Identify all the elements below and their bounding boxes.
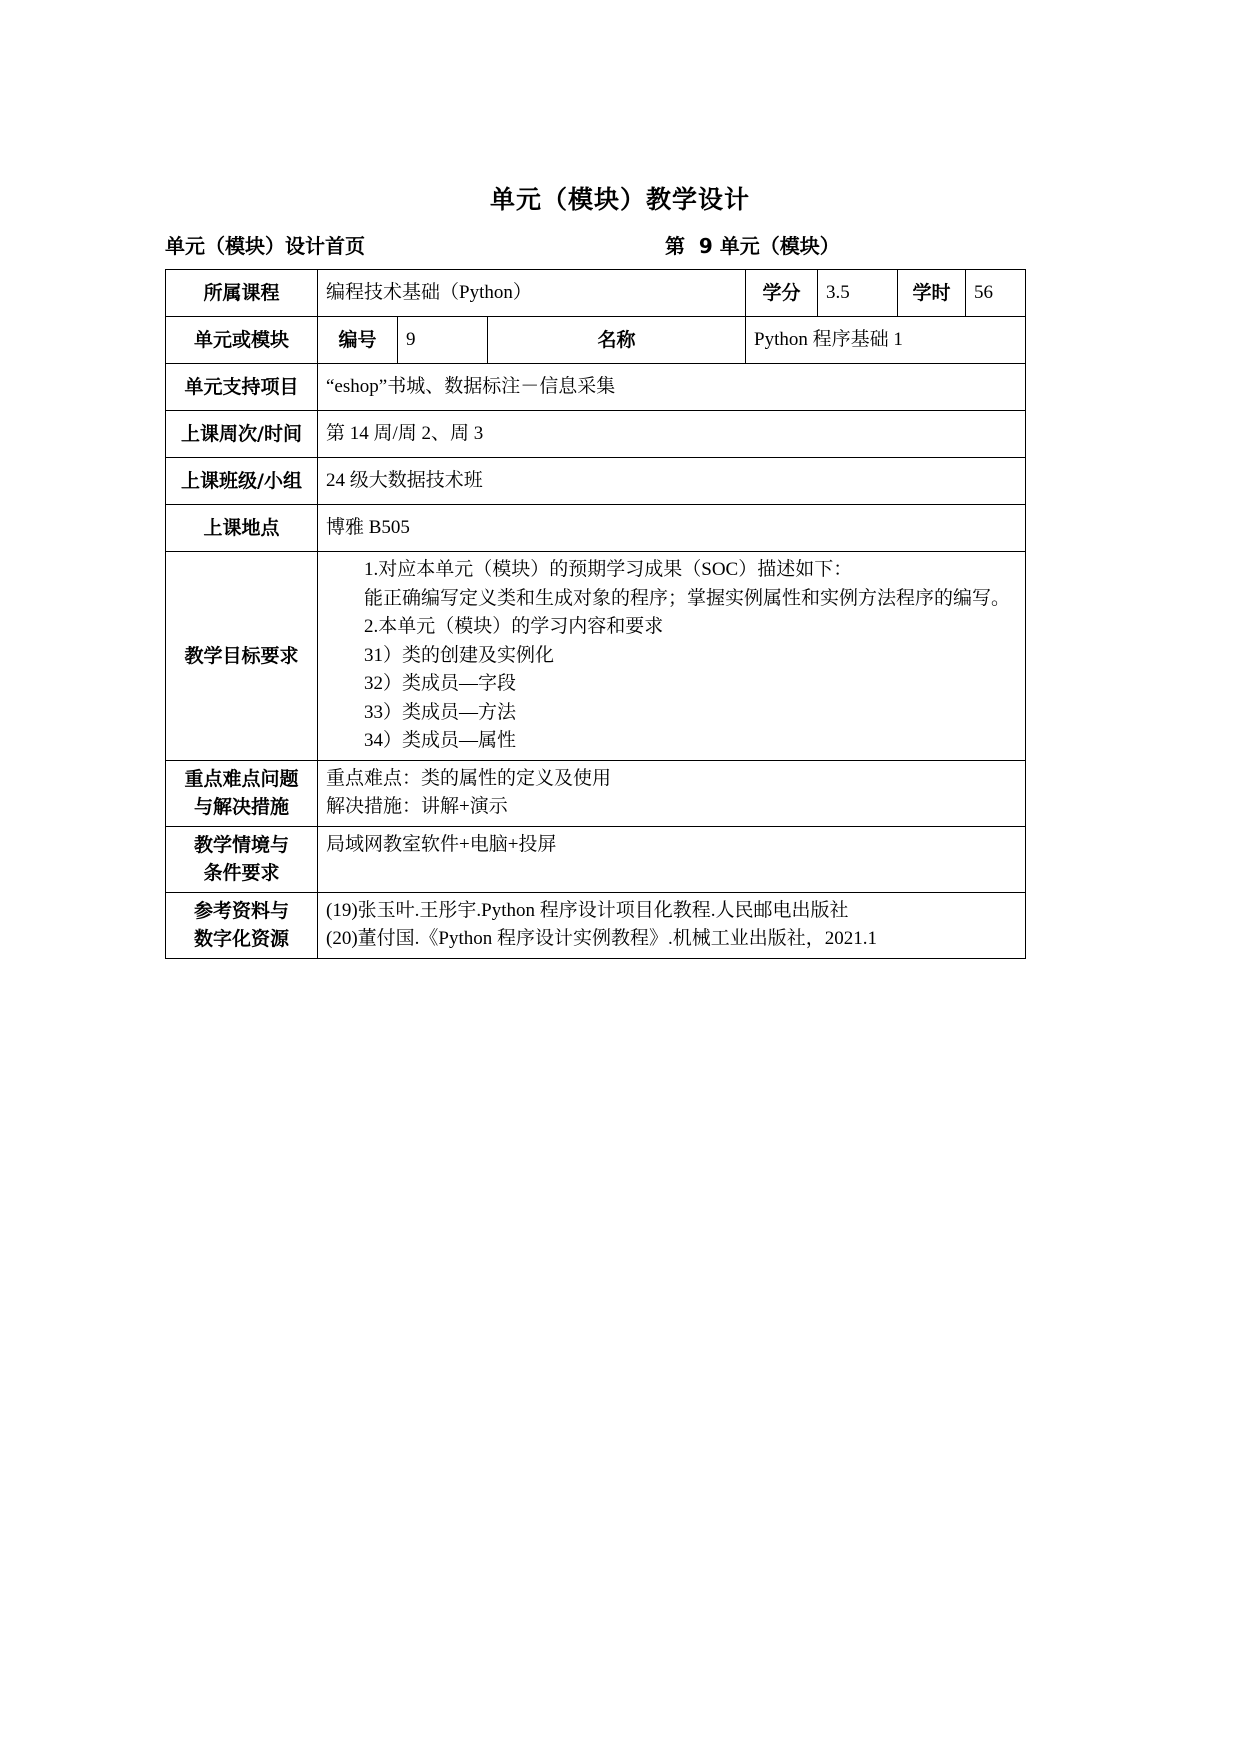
goal-line-1: 1.对应本单元（模块）的预期学习成果（SOC）描述如下：	[364, 559, 853, 580]
environment-line1: 局域网教室软件+电脑+投屏	[326, 833, 557, 855]
goal-value	[318, 552, 1026, 761]
subheader-unit-number: 第 9 单元（模块）	[665, 234, 840, 258]
subheader-row	[165, 230, 1075, 259]
unit-label: 单元或模块	[166, 317, 318, 364]
course-label: 所属课程	[166, 270, 318, 317]
number-label: 编号	[318, 317, 398, 364]
page-title: 单元（模块）教学设计	[489, 185, 750, 214]
environment-label	[166, 826, 318, 892]
key-points-value	[318, 760, 1026, 826]
goal-item: 34）类成员—属性	[364, 730, 517, 751]
hours-value: 56	[966, 270, 1026, 317]
subheader-left: 单元（模块）设计首页	[165, 234, 365, 258]
table-row	[166, 458, 1026, 505]
table-row-references	[166, 892, 1026, 958]
table-row	[166, 317, 1026, 364]
number-value: 9	[398, 317, 488, 364]
table-row-goals	[166, 552, 1026, 761]
key-points-label-line1: 重点难点问题	[184, 767, 299, 790]
week-label: 上课周次/时间	[166, 411, 318, 458]
table-row	[166, 505, 1026, 552]
references-label	[166, 892, 318, 958]
project-label: 单元支持项目	[166, 364, 318, 411]
hours-label: 学时	[898, 270, 966, 317]
class-value: 24 级大数据技术班	[318, 458, 1026, 505]
references-value	[318, 892, 1026, 958]
goal-label: 教学目标要求	[166, 552, 318, 761]
references-label-line2: 数字化资源	[193, 928, 289, 950]
credit-label: 学分	[746, 270, 818, 317]
table-row	[166, 364, 1026, 411]
place-value: 博雅 B505	[318, 505, 1026, 552]
lesson-plan-table	[165, 269, 1026, 959]
key-points-line2: 解决措施：讲解+演示	[326, 796, 508, 817]
reference-item: (20)董付国.《Python 程序设计实例教程》.机械工业出版社，2021.1	[326, 928, 878, 949]
name-label: 名称	[488, 317, 746, 364]
goal-item: 32）类成员—字段	[364, 673, 517, 694]
table-row-key-points	[166, 760, 1026, 826]
goal-item: 31）类的创建及实例化	[364, 644, 555, 666]
course-value: 编程技术基础（Python）	[318, 270, 746, 317]
place-label: 上课地点	[166, 505, 318, 552]
environment-value	[318, 826, 1026, 892]
week-value: 第 14 周/周 2、周 3	[318, 411, 1026, 458]
goal-item: 33）类成员—方法	[364, 701, 517, 723]
project-value: “eshop”书城、数据标注－信息采集	[318, 364, 1026, 411]
reference-item: (19)张玉叶.王彤宇.Python 程序设计项目化教程.人民邮电出版社	[326, 899, 849, 921]
environment-label-line2: 条件要求	[203, 862, 280, 884]
goal-line-3: 2.本单元（模块）的学习内容和要求	[364, 616, 664, 637]
key-points-label-line2: 与解决措施	[193, 796, 289, 818]
key-points-line1: 重点难点：类的属性的定义及使用	[326, 767, 612, 789]
environment-label-line1: 教学情境与	[193, 833, 289, 856]
name-value: Python 程序基础 1	[746, 317, 1026, 364]
class-label: 上课班级/小组	[166, 458, 318, 505]
key-points-label	[166, 760, 318, 826]
credit-value: 3.5	[818, 270, 898, 317]
table-row	[166, 270, 1026, 317]
table-row	[166, 411, 1026, 458]
table-row-environment	[166, 826, 1026, 892]
goal-line-2: 能正确编写定义类和生成对象的程序；掌握实例属性和实例方法程序的编写。	[364, 587, 1011, 609]
references-label-line1: 参考资料与	[193, 899, 289, 922]
